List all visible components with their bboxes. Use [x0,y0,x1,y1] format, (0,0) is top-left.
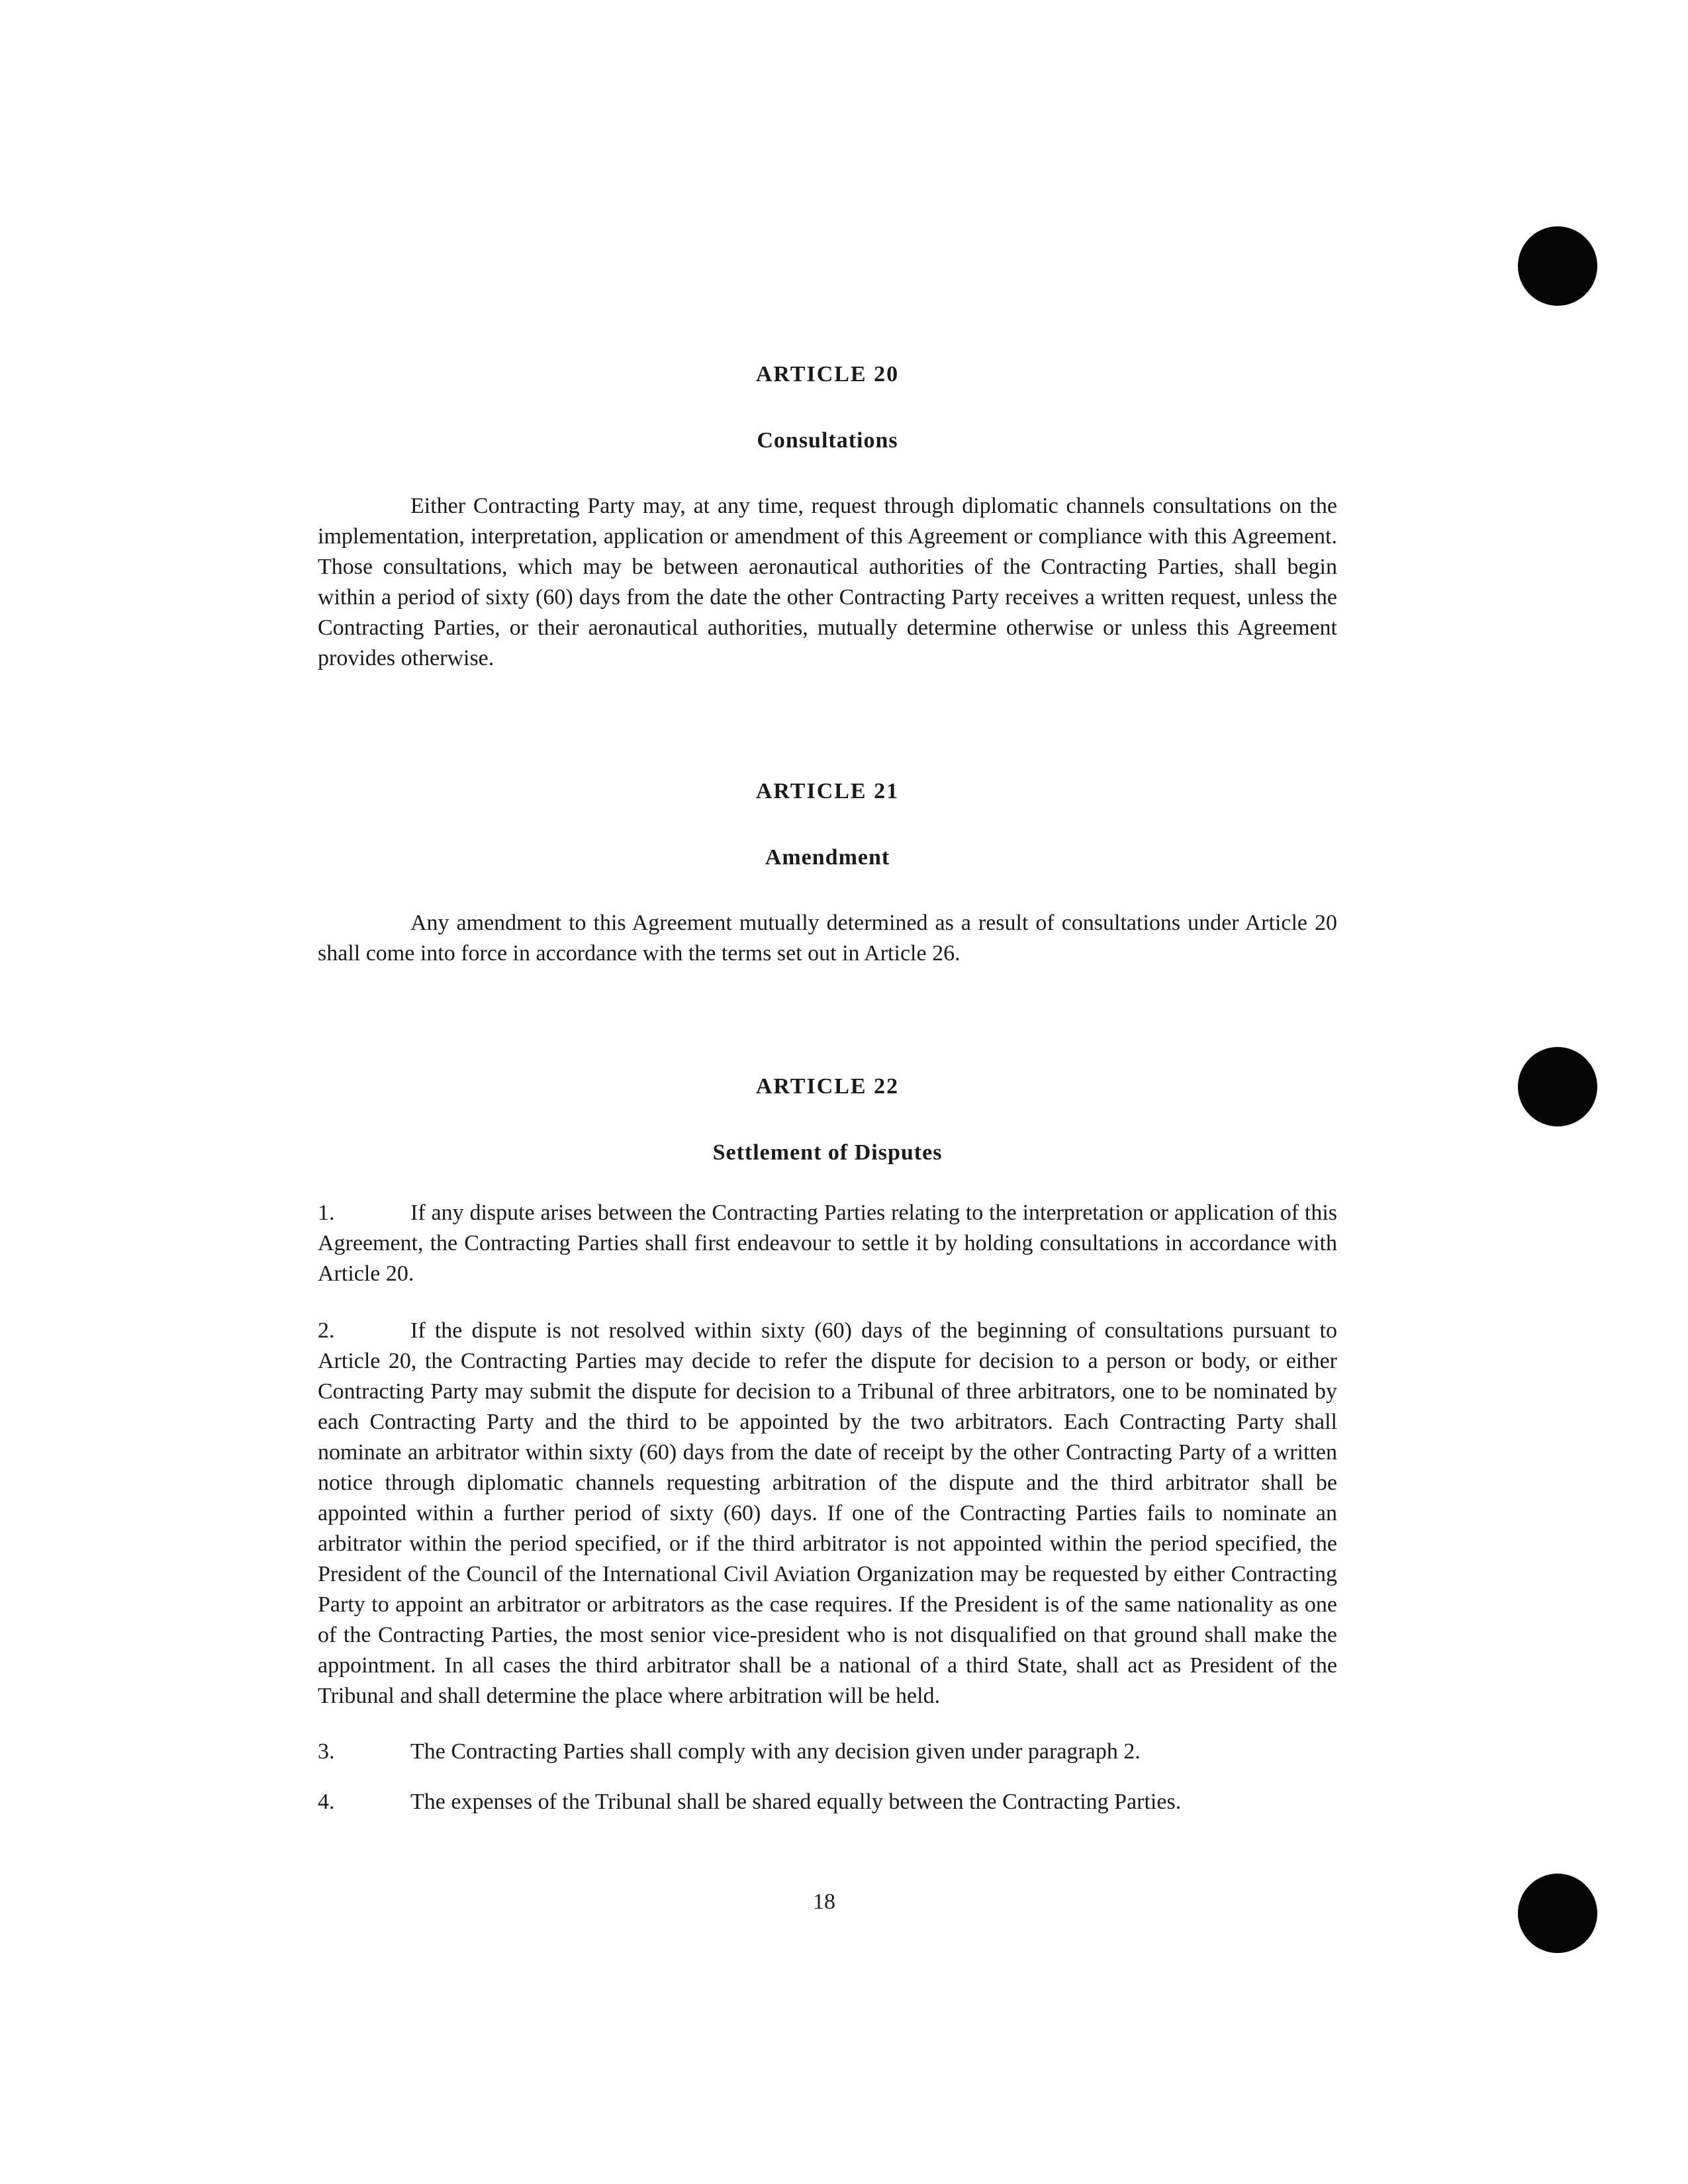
article-20 [318,357,1337,674]
item-number: 4. [318,1790,335,1814]
article-paragraph: Either Contracting Party may, at any time, request through diplomatic channels consultations on the implementation, interpretation, application or amendment of this Agreement or compliance with this Agreement. Those consultations, which may be between aeronautical authorities of the Contracting Parties, shall begin within a period of sixty (60) days from the date the other Contracting Party receives a written request, unless the Contracting Parties, or their aeronautical authorities, mutually determine otherwise or unless this Agreement provides otherwise. [318,494,1337,670]
item-text: If any dispute arises between the Contracting Parties relating to the interpretation or application of this Agreement, the Contracting Parties shall first endeavour to settle it by holding consultations in accordance with Article 20. [318,1201,1337,1286]
article-21 [318,774,1337,969]
list-item [318,1737,1337,1767]
article-subheading: Settlement of Disputes [712,1140,943,1165]
list-item [318,1316,1337,1711]
item-number: 1. [318,1201,335,1225]
item-text: The Contracting Parties shall comply with any decision given under paragraph 2. [410,1739,1141,1764]
article-heading: ARTICLE 22 [755,1074,900,1099]
document-body [318,344,1337,1817]
item-text: If the dispute is not resolved within sixty (60) days of the beginning of consultations pursuant to Article 20, the Contracting Parties may decide to refer the dispute for decision to a person or body, or either Contracting Party may submit the dispute for decision to a Tribunal of three arbitrators, one to be nominated by each Contracting Party and the third to be appointed by the two arbitrators. Each Contracting Party shall nominate an arbitrator within sixty (60) days from the date of receipt by the other Contracting Party of a written notice through diplomatic channels requesting arbitration of the dispute and the third arbitrator shall be appointed within a further period of sixty (60) days. If one of the Contracting Parties fails to nominate an arbitrator within the period specified, or if the third arbitrator is not appointed within the period specified, the President of the Council of the International Civil Aviation Organization may be requested by either Contracting Party to appoint an arbitrator or arbitrators as the case requires. If the President is of the same nationality as one of the Contracting Parties, the most senior vice-president who is not disqualified on that ground shall make the appointment. In all cases the third arbitrator shall be a national of a third State, shall act as President of the Tribunal and shall determine the place where arbitration will be held. [318,1318,1337,1708]
punch-hole-top [1518,226,1597,306]
numbered-list [318,1198,1337,1817]
punch-hole-middle [1518,1047,1597,1126]
item-text: The expenses of the Tribunal shall be shared equally between the Contracting Parties. [410,1790,1182,1814]
article-22 [318,1069,1337,1817]
list-item [318,1787,1337,1817]
article-paragraph: Any amendment to this Agreement mutually determined as a result of consultations under Article 20 shall come into force in accordance with the terms set out in Article 26. [318,911,1337,966]
list-item [318,1198,1337,1289]
article-subheading: Consultations [757,428,898,453]
page-number: 18 [813,1889,835,1914]
article-heading: ARTICLE 20 [755,362,900,387]
article-heading: ARTICLE 21 [755,779,900,803]
article-subheading: Amendment [765,845,890,870]
item-number: 3. [318,1739,335,1764]
item-number: 2. [318,1318,335,1343]
